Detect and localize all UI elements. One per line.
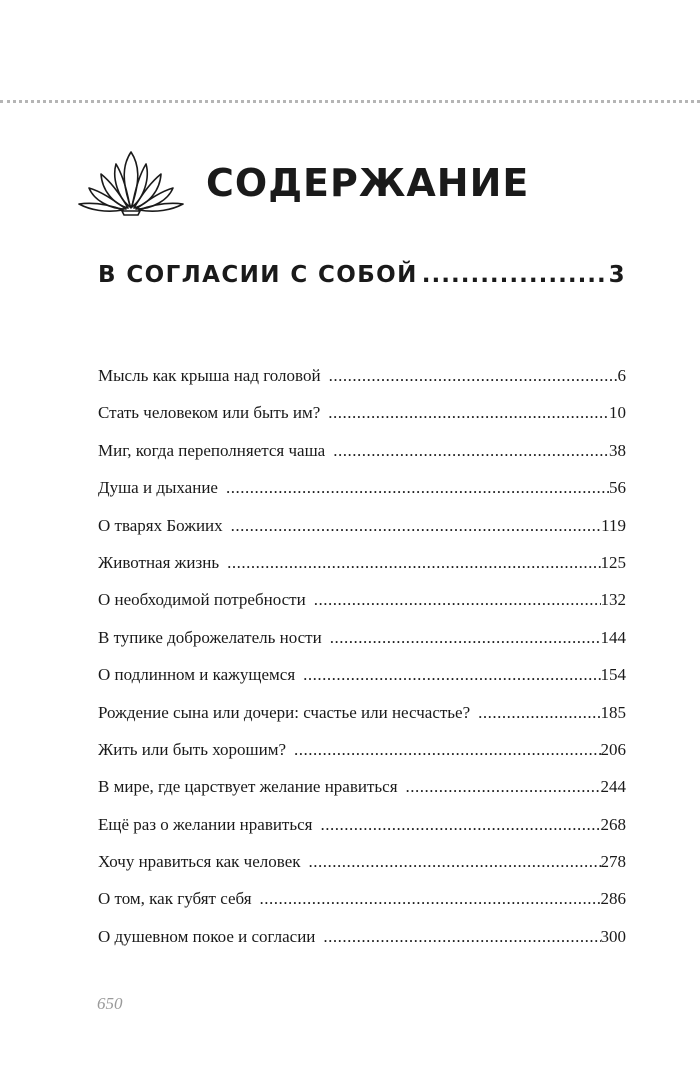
folio-page-number: 650	[97, 994, 123, 1013]
dot-leader	[329, 366, 618, 386]
toc-entry	[98, 740, 626, 777]
entry-title: Хочу нравиться как человек	[98, 852, 301, 872]
toc-section-heading	[98, 262, 626, 288]
dot-leader	[227, 553, 600, 573]
entry-title: В тупике доброжелатель ности	[98, 627, 322, 647]
entry-title: Рождение сына или дочери: счастье или несчастье?	[98, 702, 471, 722]
entry-page: 144	[600, 627, 626, 647]
toc-entry	[98, 815, 626, 852]
dot-leader	[303, 665, 600, 685]
toc-entry	[98, 590, 626, 627]
toc-list	[98, 366, 626, 964]
entry-page: 10	[609, 403, 626, 423]
dot-leader	[260, 889, 601, 909]
entry-page: 300	[600, 926, 626, 946]
entry-title: Миг, когда переполняется чаша	[98, 440, 326, 460]
dot-leader	[333, 441, 609, 461]
dot-leader	[231, 516, 601, 536]
entry-title: Стать человеком или быть им?	[98, 403, 321, 423]
dot-leader	[328, 403, 609, 423]
toc-entry	[98, 516, 626, 553]
contents-header	[78, 148, 529, 218]
dot-leader	[323, 927, 600, 947]
toc-entry	[98, 777, 626, 814]
entry-page: 38	[609, 440, 626, 460]
page-title: СОДЕРЖАНИЕ	[206, 161, 530, 205]
dot-leader	[294, 740, 600, 760]
dotted-divider	[0, 100, 700, 103]
toc-entry	[98, 478, 626, 515]
dot-leader	[226, 478, 609, 498]
toc-entry	[98, 628, 626, 665]
entry-title: В мире, где царствует желание нравиться	[98, 777, 398, 797]
toc-entry	[98, 889, 626, 926]
dot-leader	[330, 628, 601, 648]
section-page: 3	[608, 262, 626, 288]
entry-title: О душевном покое и согласии	[98, 926, 316, 946]
dot-leader	[422, 262, 605, 288]
entry-page: 206	[600, 739, 626, 759]
entry-page: 119	[601, 515, 626, 535]
dot-leader	[406, 777, 601, 797]
entry-title: О тварях Божиих	[98, 515, 223, 535]
toc-entry	[98, 553, 626, 590]
entry-page: 286	[600, 889, 626, 909]
entry-page: 278	[600, 852, 626, 872]
entry-title: Животная жизнь	[98, 552, 220, 572]
entry-title: О том, как губят себя	[98, 889, 252, 909]
toc-entry	[98, 703, 626, 740]
entry-title: Ещё раз о желании нравиться	[98, 814, 313, 834]
dot-leader	[478, 703, 600, 723]
toc-entry	[98, 665, 626, 702]
entry-page: 125	[600, 552, 626, 572]
entry-page: 132	[600, 590, 626, 610]
entry-title: Мысль как крыша над головой	[98, 366, 321, 385]
toc-entry	[98, 403, 626, 440]
toc-entry	[98, 927, 626, 964]
entry-title: Жить или быть хорошим?	[98, 739, 287, 759]
entry-page: 6	[617, 366, 626, 385]
section-title: В СОГЛАСИИ С СОБОЙ	[98, 262, 418, 288]
toc-entry	[98, 366, 626, 403]
lotus-icon	[78, 150, 184, 216]
dot-leader	[320, 815, 600, 835]
entry-page: 154	[600, 665, 626, 685]
entry-page: 268	[600, 814, 626, 834]
entry-title: Душа и дыхание	[98, 478, 218, 498]
toc-entry	[98, 852, 626, 889]
dot-leader	[314, 590, 601, 610]
entry-title: О подлинном и кажущемся	[98, 665, 296, 685]
entry-page: 244	[600, 777, 626, 797]
entry-page: 56	[609, 478, 626, 498]
entry-title: О необходимой потребности	[98, 590, 306, 610]
entry-page: 185	[600, 702, 626, 722]
dot-leader	[309, 852, 601, 872]
toc-entry	[98, 441, 626, 478]
